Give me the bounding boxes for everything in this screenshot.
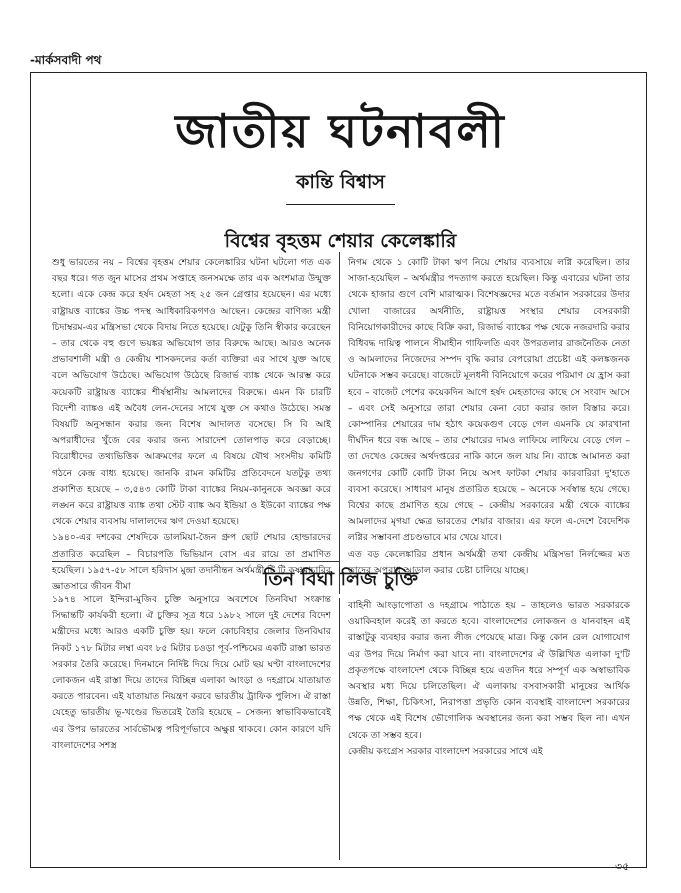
article-column-left: ১৯৭৪ সালে ইন্দিরা-মুজিব চুক্তি অনুসারে অবশেষে তিনবিঘা সংক্রান্ত সিদ্ধান্তটি কার্যকরী হলো। ঐ চুক্তির সূত্র ধরে ১৯৮২ সালে দুই দেশের বিদেশ মন্ত্রীদের মধ্যে আরও একটি চুক্তি হয়। ফলে কোচবিহার জেলার তিনবিঘার নিকট ১৭৮ মিটার লম্বা এবং ৮৫ মিটার চওড়া পূর্ব-পশ্চিমের একটি রাস্তা ভারত সরকার তৈরি করেছে। দিনমানে নির্দিষ্ট দিয়ে দিয়ে মোট ছয় ঘণ্টা বাংলাদেশের লোকজন এই রাস্তা দিয়ে তাদের বিচ্ছিন্ন এলাকা আংড়া ও দহগ্রামে যাতায়াত করতে পারবেন। এই যাতায়াত নিয়ন্ত্রণ করবে ভারতীয় ট্রাফিক পুলিস। ঐ রাস্তা যেহেতু ভারতীয় ভূ-খণ্ডের ভিতরেই তৈরি হয়েছে – সেজন্য স্বাভাবিকভাবেই এর উপর ভারতের সার্বভৌমত্ব পরিপূর্ণভাবে অক্ষুণ্ণ থাকবে। কোন কারণে যদি বাংলাদেশের সশস্ত্র bbox=[52, 594, 331, 751]
section-heading-tin-bigha: তিন বিঘা লিজ চুক্তি bbox=[263, 568, 418, 590]
page-number: ৩৫ bbox=[615, 860, 630, 873]
article-column-right: নিগম থেকে ১ কোটি টাকা ঋণ নিয়ে শেয়ার ব্যবসায়ে লগ্নি করেছিল। তার সাজা-হয়েছিল – অর্থমন্ত্রীর পদত্যাগ করতে হয়েছিল। কিন্তু এবারের ঘটনা তার থেকে হাজার গুণে বেশি মারাত্মক। বিশেষজ্ঞদের মতে বর্তমান সরকারের উদার খোলা বাজারের অর্থনীতি, রাষ্ট্রায়ত্ত সংস্থার শেয়ার বেসরকারী বিনিয়োগকারীদের কাছে বিক্রি করা, রিজার্ভ ব্যাঙ্কের পক্ষ থেকে নজরদারি করার বিধিবদ্ধ দায়িত্ব পালনে সীমাহীন গাফিলতি এবং উপরতলার রাজনৈতিক নেতা ও আমলাদের নিজেদের সম্পদ বৃদ্ধি করার বেপরোয়া প্রচেষ্টা এই কলঙ্কজনক ঘটনাকে সম্ভব করেছে। বাজেটে মূলধনী বিনিয়োগে করের পরিমাণ যে হ্রাস করা হবে – বাজেট পেশের কয়েকদিন আগে হর্ষদ মেহতাদের কাছে সে সংবাদ আসে – এবং সেই অনুসারে তারা শেয়ার কেনা বেচা করার জাল বিস্তার করে। কোম্পানির শেয়ারের দাম হঠাৎ কয়েকগুণ বেড়ে গেল এমনকি যে কারখানা দীর্ঘদিন ধরে বন্ধ আছে – তার শেয়ারের দামও লাফিয়ে লাফিয়ে বেড়ে গেল – তা দেখেও কেন্দ্রের অর্থদপ্তরের নাকি কানে জল যায় নি। ব্যাঙ্কে আমানত করা জনগণের কোটি কোটি টাকা নিয়ে অসৎ ফাটকা শেয়ার কারবারিরা দু'হাতে ব্যবসা করেছে। সাধারণ মানুষ প্রতারিত হয়েছে – অনেকে সর্বস্বান্ত হয়ে গেছে। বিশ্বের কাছে প্রমাণিত হয়ে গেছে – কেন্দ্রীয় সরকারের মন্ত্রী থেকে ব্যাঙ্কের আমলাদের মৃগয়া ক্ষেত্র ভারতের শেয়ার বাজার। এর ফলে এ-দেশে বৈদেশিক লগ্নির সম্ভাবনা প্রচণ্ডভাবে মার খেয়ে যাবে। এত বড় কেলেঙ্কারির প্রধান অর্থমন্ত্রী তথা কেন্দ্রীয় মন্ত্রিসভা নির্লজ্জের মত তাদের অপরাধ আড়াল করার চেষ্টা চালিয়ে যাচ্ছে। bbox=[348, 257, 630, 576]
section-heading-share-scam: বিশ্বের বৃহত্তম শেয়ার কেলেঙ্কারি bbox=[224, 230, 457, 252]
author-name: কান্তি বিশ্বাস bbox=[286, 168, 395, 205]
section-rule bbox=[52, 561, 339, 562]
author-block bbox=[0, 168, 681, 205]
column-divider bbox=[339, 252, 340, 594]
article-column-right: বাহিনী আংড়াপোতা ও দহগ্রামে পাঠাতে হয় – তাহলেও ভারত সরকারকে ওয়াকিবহাল করেই তা করতে হবে। বাংলাদেশের লোকজন ও যানবাহন এই রাস্তাটুকু ব্যবহার করার জন্য লীজ পেয়েছে মাত্র। কিন্তু কোন রেল যোগাযোগ এর উপর দিয়ে নির্মাণ করা যাবে না। বাংলাদেশের ঐ উল্লিখিত এলাকা দু'টি প্রকৃতপক্ষে বাংলাদেশ থেকে বিচ্ছিন্ন হয়ে এতদিন ধরে সম্পূর্ণ এক অস্বাভাবিক অবস্থার মধ্য দিয়ে চলিতেছিল। ঐ এলাকায় বসবাসকারী মানুষের আর্থিক উন্নতি, শিক্ষা, চিকিৎসা, নিরাপত্তা প্রভৃতি কোন ব্যবস্থাই বাংলাদেশ সরকারের পক্ষ থেকে এই বিশেষ ভৌগোলিক অবস্থানের জন্য করা সম্ভব ছিল না। এখন থেকে তা সম্ভব হবে। কেন্দ্রীয় কংগ্রেস সরকার বাংলাদেশ সরকারের সাথে এই bbox=[348, 600, 630, 757]
running-head: -মার্কসবাদী পথ bbox=[30, 53, 102, 67]
page-title: জাতীয় ঘটনাবলী bbox=[175, 104, 506, 158]
column-divider bbox=[339, 598, 340, 860]
article-column-left: শুধু ভারতের নয় – বিশ্বের বৃহত্তম শেয়ার কেলেঙ্কারির ঘটনা ঘটলো গত এক বছর ধরে। গত জুন মাসের প্রথম সপ্তাহে জনসমক্ষে তার এক অংশমাত্র উন্মুক্ত হলো। একে কেন্দ্র করে হর্ষদ মেহতা সহ ২৫ জন গ্রেপ্তার হয়েছেন। এর মধ্যে রাষ্ট্রায়ত্ত ব্যাঙ্কের উচ্চ পদস্থ আধিকারিকগণও আছেন। কেন্দ্রের বাণিজ্য মন্ত্রী চিদাম্বরম-এর মন্ত্রিসভা থেকে বিদায় নিতে হয়েছে। যেটুকু তিনি স্বীকার করেছেন – তার থেকে বহু গুণে ভয়ঙ্কর অভিযোগ তার বিরুদ্ধে আছে। আরও অনেক প্রভাবশালী মন্ত্রী ও কেন্দ্রীয় শাসকদলের কর্তা ব্যক্তিরা এর সাথে যুক্ত আছে বলে অভিযোগ উঠেছে। অভিযোগ উঠেছে রিজার্ভ ব্যাঙ্ক থেকে আরম্ভ করে কয়েকটি রাষ্ট্রায়ত্ত ব্যাঙ্কের শীর্ষস্থানীয় আমলাদের বিরুদ্ধে। এমন কি চারটি বিদেশী ব্যাঙ্কও এই অবৈধ লেন-দেনের সাথে যুক্ত সে কথাও উঠেছে। সমস্ত বিষয়টি অনুসন্ধান করার জন্য বিশেষ আদালত বসেছে। সি বি আই অপরাধীদের খুঁজে বের করার জন্য সারাদেশ তোলপাড় করে বেড়াচ্ছে। বিরোধীদের তথ্যভিত্তিক আক্রমণের ফলে এ বিষয়ে যৌথ সংসদীয় কমিটি গঠনে কেন্দ্র বাধ্য হয়েছে। জানকি রামন কমিটির প্রতিবেদনে যতটুকু তথ্য প্রকাশিত হয়েছে – ৩,৫৪৩ কোটি টাকা ব্যাঙ্কের নিয়ম-কানুনকে অবজ্ঞা করে লঙ্ঘন করে রাষ্ট্রায়ত্ত ব্যাঙ্ক তথা স্টেট ব্যাঙ্ক অব ইন্ডিয়া ও ইউকো ব্যাঙ্কের পক্ষ থেকে শেয়ার ব্যবসায় দালালদের ঋণ দেওয়া হয়েছে। ১৯৪০-এর দশকের শেষদিকে ডালমিয়া-জৈন গ্রুপ ছোট শেয়ার হোল্ডারদের প্রতারিত করেছিল – বিচারপতি ভিভিয়ান বোস এর রায়ে তা প্রমাণিত হয়েছিল। ১৯৫৭-৫৮ সালে হরিদাস মুন্দ্রা তদানীন্তন অর্থমন্ত্রী টি টি কৃষ্ণমাচারির জ্ঞাতসারে জীবন বীমা bbox=[52, 257, 331, 593]
